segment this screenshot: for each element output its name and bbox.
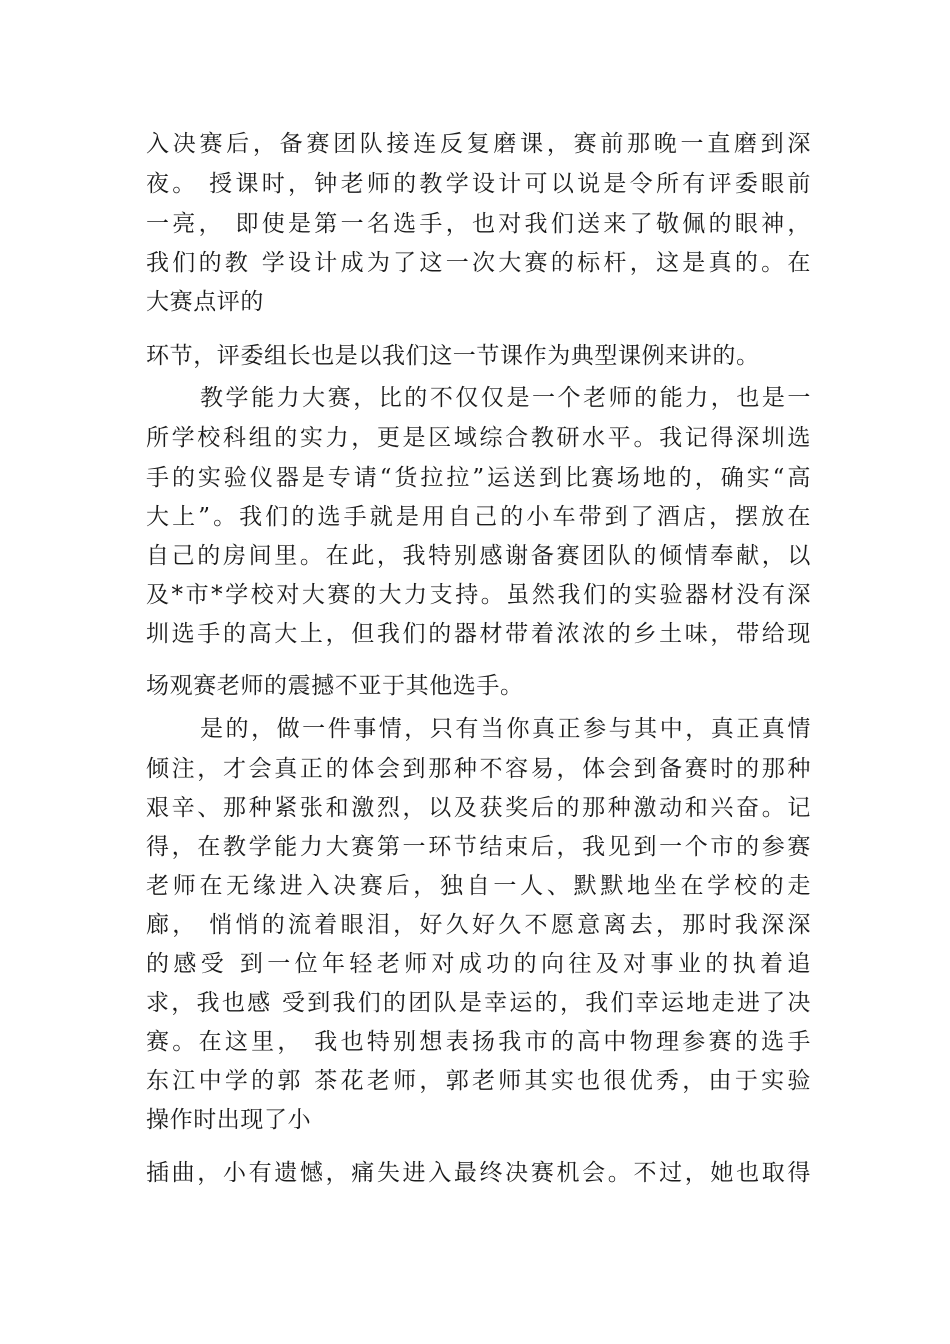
text-line: 倾注，才会真正的体会到那种不容易，体会到备赛时的那种 [146,756,811,782]
text-line: 老师在无缘进入决赛后，独自一人、默默地坐在学校的走 [146,873,811,899]
text-line: 环节，评委组长也是以我们这一节课作为典型课例来讲的。 [146,343,760,369]
text-line: 场观赛老师的震撼不亚于其他选手。 [146,673,524,699]
paragraph-start-line: 教学能力大赛，比的不仅仅是一个老师的能力，也是一 [200,385,811,411]
text-line: 赛。在这里， 我也特别想表扬我市的高中物理参赛的选手 [146,1029,811,1055]
text-line: 操作时出现了小 [146,1107,312,1133]
text-line: 自己的房间里。在此，我特别感谢备赛团队的倾情奉献，以 [146,543,811,569]
text-line: 及*市*学校对大赛的大力支持。虽然我们的实验器材没有深 [146,582,811,608]
text-line: 一亮， 即使是第一名选手，也对我们送来了敬佩的眼神， [146,211,811,237]
text-line: 艰辛、那种紧张和激烈，以及获奖后的那种激动和兴奋。记 [146,795,811,821]
paragraph-start-line: 是的，做一件事情，只有当你真正参与其中，真正真情 [200,716,811,742]
text-line: 求，我也感 受到我们的团队是幸运的，我们幸运地走进了决 [146,990,811,1016]
text-line: 廊， 悄悄的流着眼泪，好久好久不愿意离去，那时我深深 [146,912,811,938]
text-line: 大上”。我们的选手就是用自己的小车带到了酒店，摆放在 [146,504,811,530]
text-line: 插曲，小有遗憾，痛失进入最终决赛机会。不过，她也取得 [146,1160,811,1186]
text-line: 入决赛后，备赛团队接连反复磨课，赛前那晚一直磨到深 [146,131,811,157]
text-line: 得，在教学能力大赛第一环节结束后，我见到一个市的参赛 [146,834,811,860]
text-line: 所学校科组的实力，更是区域综合教研水平。我记得深圳选 [146,425,811,451]
text-line: 大赛点评的 [146,289,264,315]
text-line: 手的实验仪器是专请“货拉拉”运送到比赛场地的，确实“高 [146,465,811,491]
text-line: 圳选手的高大上，但我们的器材带着浓浓的乡土味，带给现 [146,621,811,647]
text-line: 的感受 到一位年轻老师对成功的向往及对事业的执着追 [146,951,811,977]
text-line: 夜。 授课时，钟老师的教学设计可以说是令所有评委眼前 [146,171,811,197]
text-line: 我们的教 学设计成为了这一次大赛的标杆，这是真的。在 [146,250,811,276]
text-line: 东江中学的郭 茶花老师，郭老师其实也很优秀，由于实验 [146,1068,811,1094]
